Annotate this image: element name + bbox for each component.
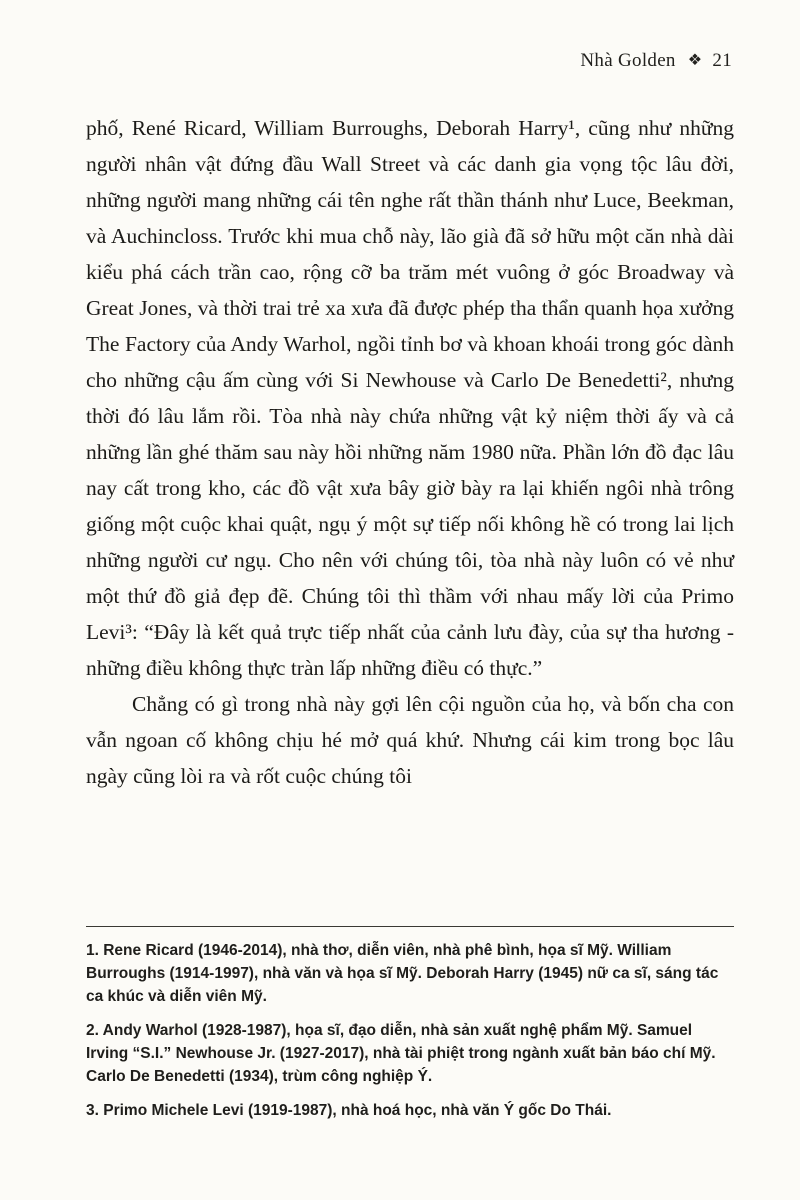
page-header — [86, 50, 734, 72]
page-number: 21 — [712, 50, 732, 71]
footnote: 3. Primo Michele Levi (1919-1987), nhà hoá học, nhà văn Ý gốc Do Thái. — [86, 1102, 612, 1119]
running-title: Nhà Golden — [580, 50, 676, 71]
body-text — [86, 110, 734, 794]
footnote-section — [86, 926, 734, 1122]
footnote: 1. Rene Ricard (1946-2014), nhà thơ, diễn viên, nhà phê bình, họa sĩ Mỹ. William Burroughs (1914-1997), nhà văn và họa sĩ Mỹ. Deborah Harry (1945) nữ ca sĩ, sáng tác ca khúc và diễn viên Mỹ. — [86, 942, 719, 1005]
ornament-diamond-icon: ❖ — [687, 52, 703, 69]
footnote: 2. Andy Warhol (1928-1987), họa sĩ, đạo diễn, nhà sản xuất nghệ phẩm Mỹ. Samuel Irving “S.I.” Newhouse Jr. (1927-2017), nhà tài phiệt trong ngành xuất bản báo chí Mỹ. Carlo De Benedetti (1934), trùm công nghiệp Ý. — [86, 1022, 716, 1085]
paragraph: phố, René Ricard, William Burroughs, Deborah Harry¹, cũng như những người nhân vật đứng đầu Wall Street và các danh gia vọng tộc lâu đời, những người mang những cái tên nghe rất thần thánh như Luce, Beekman, và Auchincloss. Trước khi mua chỗ này, lão già đã sở hữu một căn nhà dài kiểu phá cách trần cao, rộng cỡ ba trăm mét vuông ở góc Broadway và Great Jones, và thời trai trẻ xa xưa đã được phép tha thẩn quanh họa xưởng The Factory của Andy Warhol, ngồi tỉnh bơ và khoan khoái trong góc dành cho những cậu ấm cùng với Si Newhouse và Carlo De Benedetti², nhưng thời đó lâu lắm rồi. Tòa nhà này chứa những vật kỷ niệm thời ấy và cả những lần ghé thăm sau này hồi những năm 1980 nữa. Phần lớn đồ đạc lâu nay cất trong kho, các đồ vật xưa bây giờ bày ra lại khiến ngôi nhà trông giống một cuộc khai quật, ngụ ý một sự tiếp nối không hề có trong lai lịch những người cư ngụ. Cho nên với chúng tôi, tòa nhà này luôn có vẻ như một thứ đồ giả đẹp đẽ. Chúng tôi thì thầm với nhau mấy lời của Primo Levi³: “Đây là kết quả trực tiếp nhất của cảnh lưu đày, của sự tha hương - những điều không thực tràn lấp những điều có thực.” — [86, 116, 734, 680]
paragraph: Chẳng có gì trong nhà này gợi lên cội nguồn của họ, và bốn cha con vẫn ngoan cố không chịu hé mở quá khứ. Nhưng cái kim trong bọc lâu ngày cũng lòi ra và rốt cuộc chúng tôi — [86, 692, 734, 788]
